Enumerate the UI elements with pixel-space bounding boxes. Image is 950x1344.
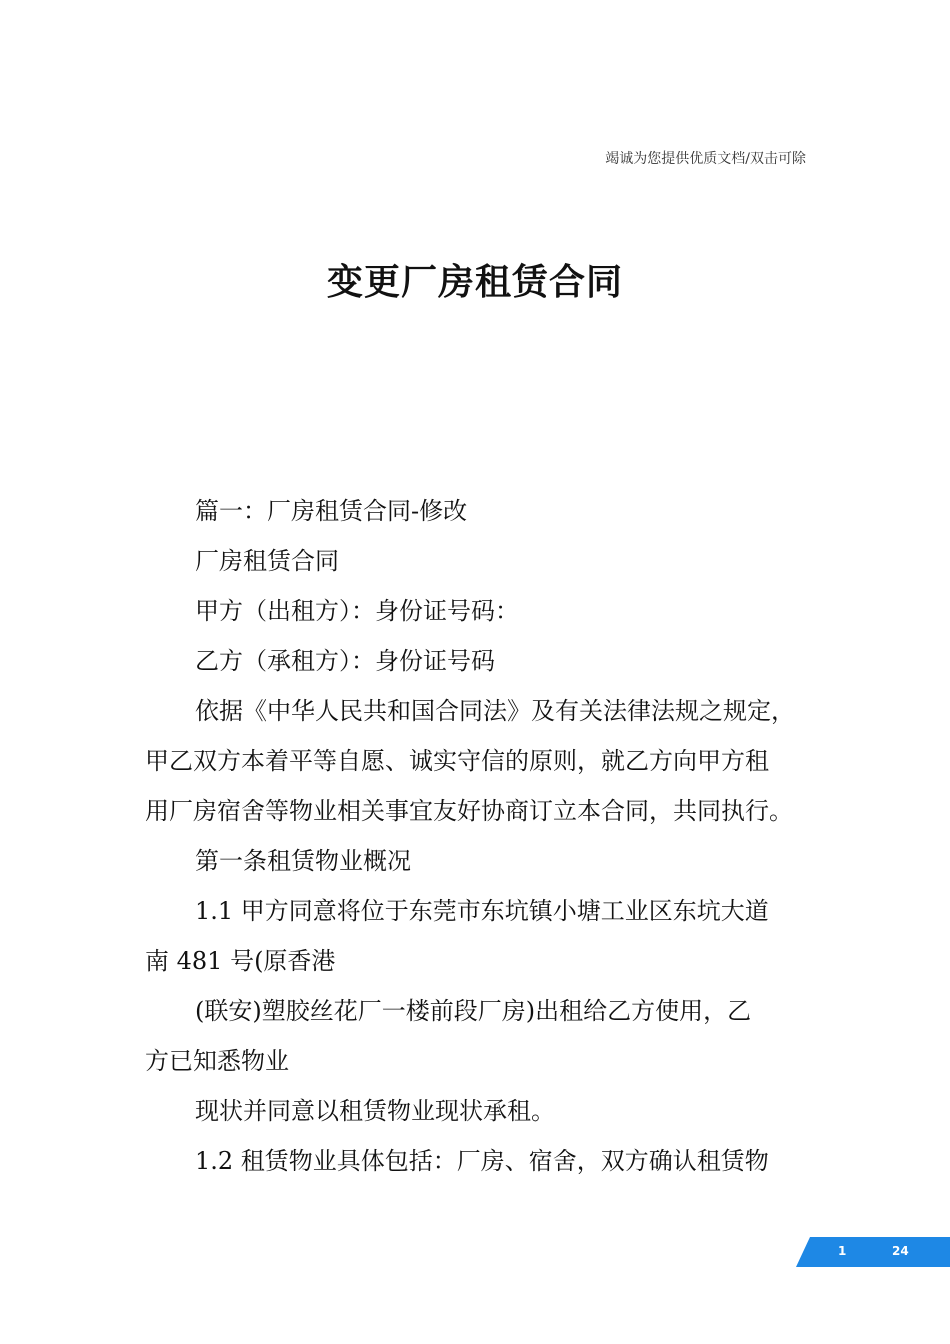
page-badge-shape bbox=[796, 1237, 950, 1267]
total-pages-number: 24 bbox=[892, 1244, 909, 1258]
body-line: 篇一：厂房租赁合同-修改 bbox=[195, 497, 468, 525]
body-line: 用厂房宿舍等物业相关事宜友好协商订立本合同，共同执行。 bbox=[145, 797, 793, 825]
document-body bbox=[145, 486, 805, 1186]
page-number-badge bbox=[796, 1237, 950, 1267]
body-line: 1.2 租赁物业具体包括：厂房、宿舍，双方确认租赁物 bbox=[195, 1147, 769, 1175]
header-note: 竭诚为您提供优质文档/双击可除 bbox=[605, 151, 806, 167]
body-line: 厂房租赁合同 bbox=[195, 547, 339, 575]
body-line: (联安)塑胶丝花厂一楼前段厂房)出租给乙方使用，乙 bbox=[195, 997, 752, 1025]
body-line: 南 481 号(原香港 bbox=[145, 947, 336, 975]
body-line: 甲乙双方本着平等自愿、诚实守信的原则，就乙方向甲方租 bbox=[145, 747, 769, 775]
body-line: 甲方（出租方）：身份证号码： bbox=[195, 597, 519, 625]
body-line: 1.1 甲方同意将位于东莞市东坑镇小塘工业区东坑大道 bbox=[195, 897, 769, 925]
body-line: 乙方（承租方）：身份证号码 bbox=[195, 647, 495, 675]
body-line: 现状并同意以租赁物业现状承租。 bbox=[195, 1097, 555, 1125]
current-page-number: 1 bbox=[838, 1244, 847, 1258]
body-line: 第一条租赁物业概况 bbox=[195, 847, 411, 875]
document-title: 变更厂房租赁合同 bbox=[326, 262, 623, 303]
body-line: 依据《中华人民共和国合同法》及有关法律法规之规定， bbox=[195, 697, 795, 725]
body-line: 方已知悉物业 bbox=[145, 1047, 289, 1075]
